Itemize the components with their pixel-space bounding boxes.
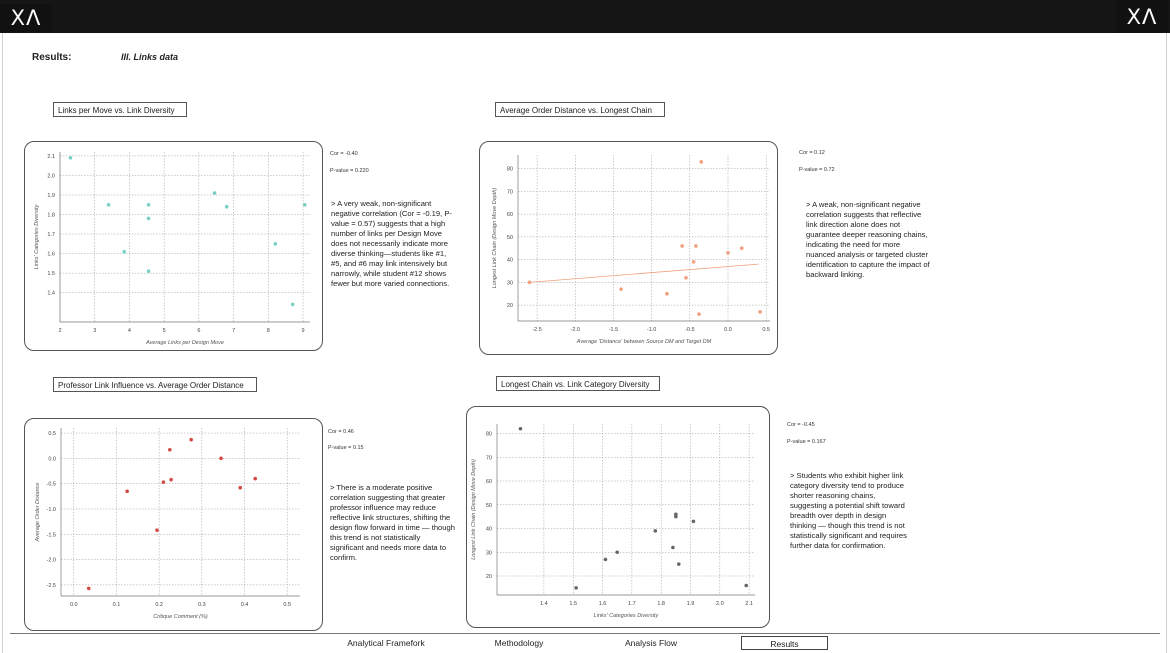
description-3: > There is a moderate positive correlation suggesting that greater professor influence may reduce reflective link structures, shifting the design flow forward in time — though this trend is not statistically significant and needs more data to confirm. — [330, 483, 455, 562]
data-point — [604, 558, 608, 562]
x-tick-label: 0.2 — [155, 602, 163, 608]
nav-results[interactable]: Results — [741, 636, 828, 650]
data-point — [528, 281, 532, 285]
data-point — [699, 160, 703, 164]
x-axis-label: Links' Categories Diversity — [593, 613, 659, 619]
data-point — [69, 156, 73, 160]
x-tick-label: 9 — [301, 328, 305, 334]
cor-value-4: Cor = -0.45 — [787, 422, 815, 428]
data-point — [758, 310, 762, 314]
chart-title-professor-influence: Professor Link Influence vs. Average Order Distance — [53, 377, 257, 392]
y-axis-label: Longest Link Chain (Design Move Depth) — [492, 187, 498, 289]
data-point — [303, 203, 307, 207]
y-tick-label: -2.0 — [46, 557, 56, 564]
y-tick-label: 1.9 — [47, 192, 55, 199]
y-tick-label: 2.1 — [47, 153, 55, 160]
x-tick-label: 1.6 — [598, 601, 607, 607]
data-point — [147, 217, 151, 221]
x-axis-label: Critique Comment (%) — [153, 614, 208, 620]
y-tick-label: 1.5 — [47, 271, 55, 278]
section-label: III. Links data — [121, 52, 179, 62]
data-point — [87, 587, 91, 591]
y-tick-label: 20 — [485, 574, 492, 580]
data-point — [189, 438, 193, 442]
data-point — [726, 251, 730, 255]
y-tick-label: -1.0 — [46, 506, 56, 513]
chart-title-order-distance-chain: Average Order Distance vs. Longest Chain — [495, 102, 665, 117]
x-tick-label: 2 — [58, 328, 62, 334]
x-axis-label: Average Links per Design Move — [146, 340, 224, 346]
data-point — [654, 529, 658, 533]
x-tick-label: 0.5 — [762, 327, 771, 333]
x-tick-label: 2.1 — [745, 601, 753, 607]
chart-title-links-per-move: Links per Move vs. Link Diversity — [53, 102, 187, 117]
chart-panel-3 — [24, 418, 323, 631]
logo-right[interactable]: XΛ — [1116, 0, 1168, 33]
y-tick-label: 80 — [485, 431, 492, 438]
data-point — [677, 562, 681, 566]
cor-value-2: Cor = 0.12 — [799, 150, 825, 156]
nav-analytical-framework[interactable]: Analytical Framefork — [347, 638, 425, 648]
data-point — [744, 584, 748, 588]
description-2: > A weak, non-significant negative correlation suggests that reflective link direction alone does not guarantee deeper reasoning chains, indicating the need for more nuanced analysis or targeted cluster identification to capture the impact of backward linking. — [806, 200, 930, 279]
x-tick-label: 1.5 — [569, 601, 578, 607]
description-4: > Students who exhibit higher link category diversity tend to produce shorter reasoning chains, suggesting a potential shift toward breadth over depth in design thinking — though this trend is not statistically significant and requires further data for confirmation. — [790, 471, 907, 550]
y-tick-label: 1.7 — [47, 232, 55, 239]
y-tick-label: 0.5 — [48, 431, 56, 438]
y-tick-label: 0.0 — [48, 456, 56, 463]
description-1: > A very weak, non-significant negative correlation (Cor = -0.19, P-value = 0.57) suggests that a high number of links per Design Move does not necessarily indicate more diverse thinking—students like #1, #5, and #6 may link intensively but narrowly, while student #12 shows fewer but more varied connections. — [331, 199, 452, 288]
data-point — [291, 303, 295, 307]
y-tick-label: 70 — [485, 455, 492, 462]
y-tick-label: 1.8 — [47, 212, 55, 219]
data-point — [680, 244, 684, 248]
x-axis-label: Average 'Distance' between Source DM and Target DM — [576, 339, 712, 345]
data-point — [692, 520, 696, 524]
data-point — [147, 203, 151, 207]
y-tick-label: -0.5 — [46, 481, 56, 488]
data-point — [253, 477, 257, 481]
y-tick-label: 20 — [506, 303, 513, 310]
x-tick-label: -1.0 — [646, 327, 657, 333]
chart-1-svg — [25, 142, 322, 350]
data-point — [155, 528, 159, 532]
data-point — [107, 203, 111, 207]
x-tick-label: 6 — [197, 328, 201, 334]
x-tick-label: 4 — [127, 328, 131, 334]
x-tick-label: 0.5 — [283, 602, 292, 608]
y-tick-label: 80 — [506, 166, 513, 173]
data-point — [694, 244, 698, 248]
y-tick-label: 2.0 — [47, 173, 55, 180]
y-tick-label: 40 — [485, 526, 492, 533]
x-tick-label: 0.3 — [198, 602, 206, 608]
y-axis-label: Average Order Distance — [35, 482, 41, 542]
data-point — [169, 478, 173, 482]
data-point — [697, 312, 701, 316]
x-tick-label: 0.1 — [112, 602, 121, 608]
pvalue-1: P-value = 0.220 — [330, 168, 369, 174]
data-point — [671, 546, 675, 550]
x-tick-label: 0.0 — [724, 327, 732, 333]
logo[interactable]: XΛ — [0, 4, 52, 32]
data-point — [122, 250, 126, 254]
data-point — [619, 287, 623, 291]
data-point — [219, 457, 223, 461]
cor-value-1: Cor = -0.40 — [330, 151, 358, 157]
chart-3-svg — [25, 419, 322, 630]
data-point — [147, 269, 151, 273]
top-bar — [0, 0, 1170, 33]
data-point — [168, 448, 172, 452]
data-point — [615, 550, 619, 554]
x-tick-label: 0.0 — [69, 602, 78, 608]
pvalue-2: P-value = 0.72 — [799, 167, 835, 173]
x-tick-label: 2.0 — [715, 601, 724, 607]
chart-4-svg — [467, 407, 769, 627]
x-tick-label: 7 — [232, 328, 236, 334]
data-point — [684, 276, 688, 280]
cor-value-3: Cor = 0.46 — [328, 429, 354, 435]
x-tick-label: 1.9 — [686, 601, 695, 607]
x-tick-label: -2.5 — [532, 327, 542, 333]
x-tick-label: 1.4 — [540, 601, 548, 607]
x-tick-label: -1.5 — [608, 327, 619, 333]
data-point — [519, 427, 523, 431]
chart-panel-1 — [24, 141, 323, 351]
y-axis-label: Longest Link Chain (Design Move Depth) — [471, 459, 477, 560]
y-tick-label: 1.6 — [47, 251, 55, 258]
pvalue-3: P-value = 0.15 — [328, 445, 364, 451]
y-tick-label: 50 — [506, 234, 513, 241]
data-point — [238, 486, 242, 490]
y-tick-label: 50 — [485, 502, 492, 509]
trend-line — [529, 264, 758, 282]
data-point — [125, 489, 129, 493]
data-point — [162, 480, 166, 484]
y-tick-label: 40 — [506, 257, 513, 264]
nav-methodology[interactable]: Methodology — [494, 638, 544, 648]
y-tick-label: 30 — [506, 280, 513, 287]
chart-title-chain-vs-diversity: Longest Chain vs. Link Category Diversity — [496, 376, 660, 391]
x-tick-label: 8 — [266, 328, 270, 334]
y-tick-label: -2.5 — [46, 582, 56, 589]
data-point — [273, 242, 277, 246]
data-point — [692, 260, 696, 264]
data-point — [574, 586, 578, 590]
chart-2-svg — [480, 142, 777, 354]
results-label: Results: — [32, 52, 72, 63]
data-point — [665, 292, 669, 296]
x-tick-label: -0.5 — [685, 327, 695, 333]
y-tick-label: 1.4 — [47, 290, 55, 297]
data-point — [225, 205, 229, 209]
y-tick-label: 60 — [485, 479, 492, 485]
chart-panel-2 — [479, 141, 778, 355]
x-tick-label: 5 — [162, 328, 166, 334]
x-tick-label: -2.0 — [570, 327, 581, 333]
y-axis-label: Links' Categories Diversity — [34, 204, 40, 270]
chart-panel-4 — [466, 406, 770, 628]
y-tick-label: 70 — [506, 189, 513, 196]
nav-analysis-flow[interactable]: Analysis Flow — [625, 638, 677, 648]
x-tick-label: 3 — [93, 328, 97, 334]
data-point — [213, 191, 217, 195]
x-tick-label: 1.8 — [657, 601, 666, 607]
nav-divider — [10, 633, 1160, 634]
x-tick-label: 0.4 — [240, 602, 249, 608]
y-tick-label: -1.5 — [46, 532, 56, 539]
data-point — [674, 512, 678, 516]
data-point — [740, 246, 744, 250]
x-tick-label: 1.7 — [628, 601, 636, 607]
pvalue-4: P-value = 0.167 — [787, 439, 826, 445]
y-tick-label: 60 — [506, 212, 513, 219]
y-tick-label: 30 — [485, 550, 492, 557]
